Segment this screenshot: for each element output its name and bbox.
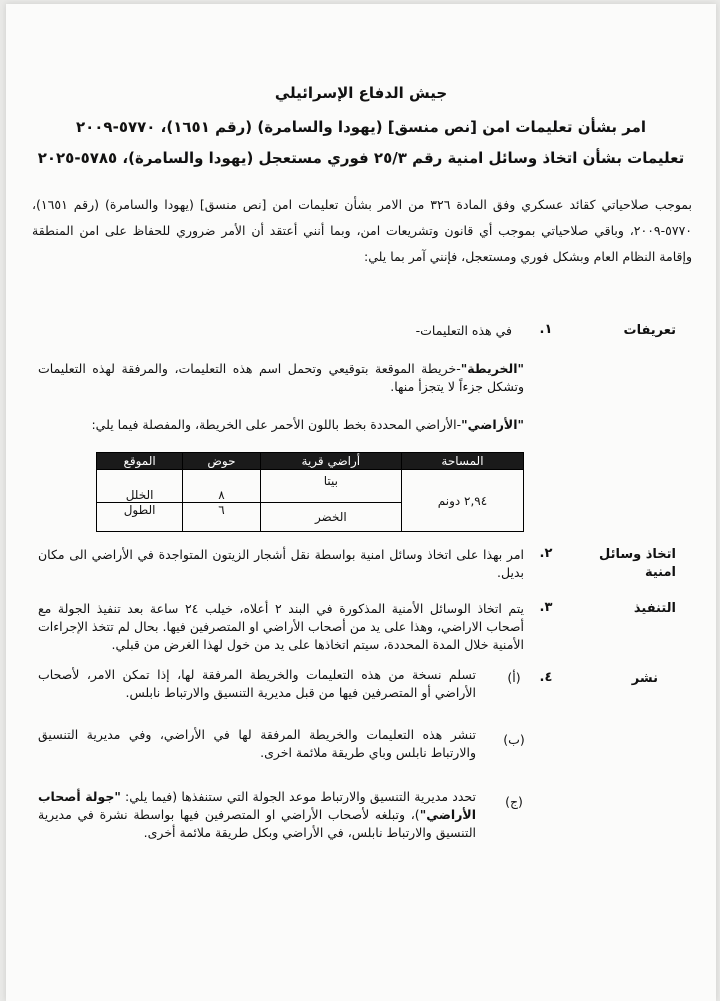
col-location-header: الموقع — [97, 453, 183, 470]
location-cell: الطول — [97, 503, 183, 532]
lands-table — [96, 452, 524, 532]
item-c-text-start: تحدد مديرية التنسيق والارتباط موعد الجولة التي ستنفذها (فيما يلي: — [120, 789, 476, 804]
item-a-text: تسلم نسخة من هذه التعليمات والخريطة المرفقة لها، إذا تمكن الامر، لأصحاب الأراضي أو المتصرفين فيها من قبل مديرية التنسيق والارتباط نابلس. — [38, 667, 476, 700]
preamble: بموجب صلاحياتي كقائد عسكري وفق المادة ٣٢٦ من الامر بشأن تعليمات امن [نص منسق] (يهودا والسامرة) (رقم ١٦٥١)، ٥٧٧٠-٢٠٠٩، وباقي صلاحياتي بموجب أي قانون وتشريعات امن، وبما أنني أعتقد أن الأمر ضروري للحفاظ على امن المنطقة وإقامة النظام العام وبشكل فوري ومستعجل، فإنني آمر بما يلي: — [32, 197, 692, 264]
area-cell: ٢,٩٤ دونم — [401, 470, 523, 532]
definition-lands — [38, 416, 524, 434]
item-c-letter: (ج) — [505, 794, 523, 809]
document-page — [6, 4, 716, 1001]
instructions-reference: تعليمات بشأن اتخاذ وسائل امنية رقم ٢٥/٣ فوري مستعجل (يهودا والسامرة)، ٥٧٨٥-٢٠٢٥ — [37, 149, 685, 167]
item-c-text — [38, 788, 476, 842]
section-3-heading: التنفيذ — [633, 601, 676, 616]
item-b-letter: (ب) — [503, 732, 525, 747]
definition-map-text: -خريطة الموقعة بتوقيعي وتحمل اسم هذه التعليمات، والمرفقة لهذه التعليمات وتشكل جزءاً لا يتجزأ منها. — [38, 361, 524, 394]
village-cell: بيتا — [260, 470, 401, 503]
section-2-text: امر بهذا على اتخاذ وسائل امنية بواسطة نقل أشجار الزيتون المتواجدة في الأراضي الى مكان بديل. — [38, 547, 524, 580]
section-2-number: ٢. — [539, 546, 553, 561]
document-title: جيش الدفاع الإسرائيلي — [274, 84, 448, 102]
table-row — [97, 470, 524, 503]
definition-map — [38, 360, 524, 396]
section-4-number: ٤. — [539, 670, 553, 685]
definition-lands-text: -الأراضي المحددة بخط باللون الأحمر على الخريطة، والمفصلة فيما يلي: — [91, 417, 462, 432]
item-a-letter: (أ) — [507, 670, 521, 685]
item-b-text: تنشر هذه التعليمات والخريطة المرفقة لها في الأراضي، وفي مديرية التنسيق والارتباط نابلس وباي طريقة ملائمة اخرى. — [38, 727, 476, 760]
section-1-number: ١. — [539, 322, 553, 337]
section-3-number: ٣. — [539, 600, 553, 615]
section-1-intro: في هذه التعليمات- — [415, 323, 512, 338]
order-reference: امر بشأن تعليمات امن [نص منسق] (يهودا والسامرة) (رقم ١٦٥١)، ٥٧٧٠-٢٠٠٩ — [75, 118, 647, 136]
section-3-text: يتم اتخاذ الوسائل الأمنية المذكورة في البند ٢ أعلاه، خيلب ٢٤ ساعة بعد تنفيذ الجولة مع أصحاب الاراضي، وهذا على يد من أصحاب الأراضي او المتصرفين فيها. بحال لم تتخذ الإجراءات الأمنية خلال المدة المحددة، سيتم اتخاذها على يد من خول لهذا الغرض من قبلي. — [38, 601, 524, 652]
lands-table-header — [97, 453, 524, 470]
basin-cell: ٦ — [183, 503, 261, 532]
col-area-header: المساحة — [401, 453, 523, 470]
col-village-header: أراضي قرية — [260, 453, 401, 470]
village-cell: الخضر — [260, 503, 401, 532]
item-c-text-end: )، وتبلغه لأصحاب الأراضي او المتصرفين فيها بواسطة نشرة في مديرية التنسيق والارتباط نابلس، في الأراضي وبكل طريقة ملائمة أخرى. — [38, 807, 476, 840]
section-4-heading: نشر — [631, 671, 658, 686]
item-c-bold-term: "جولة أصحاب الأراضي" — [38, 789, 476, 822]
section-1-heading: تعريفات — [623, 323, 676, 338]
definition-lands-term: "الأراضي" — [461, 417, 524, 432]
basin-cell: ٨ — [183, 470, 261, 503]
location-cell: الخلل — [97, 470, 183, 503]
section-2-heading: اتخاذ وسائل امنية — [598, 547, 676, 580]
col-basin-header: حوض — [183, 453, 261, 470]
definition-map-term: "الخريطة" — [460, 361, 524, 376]
